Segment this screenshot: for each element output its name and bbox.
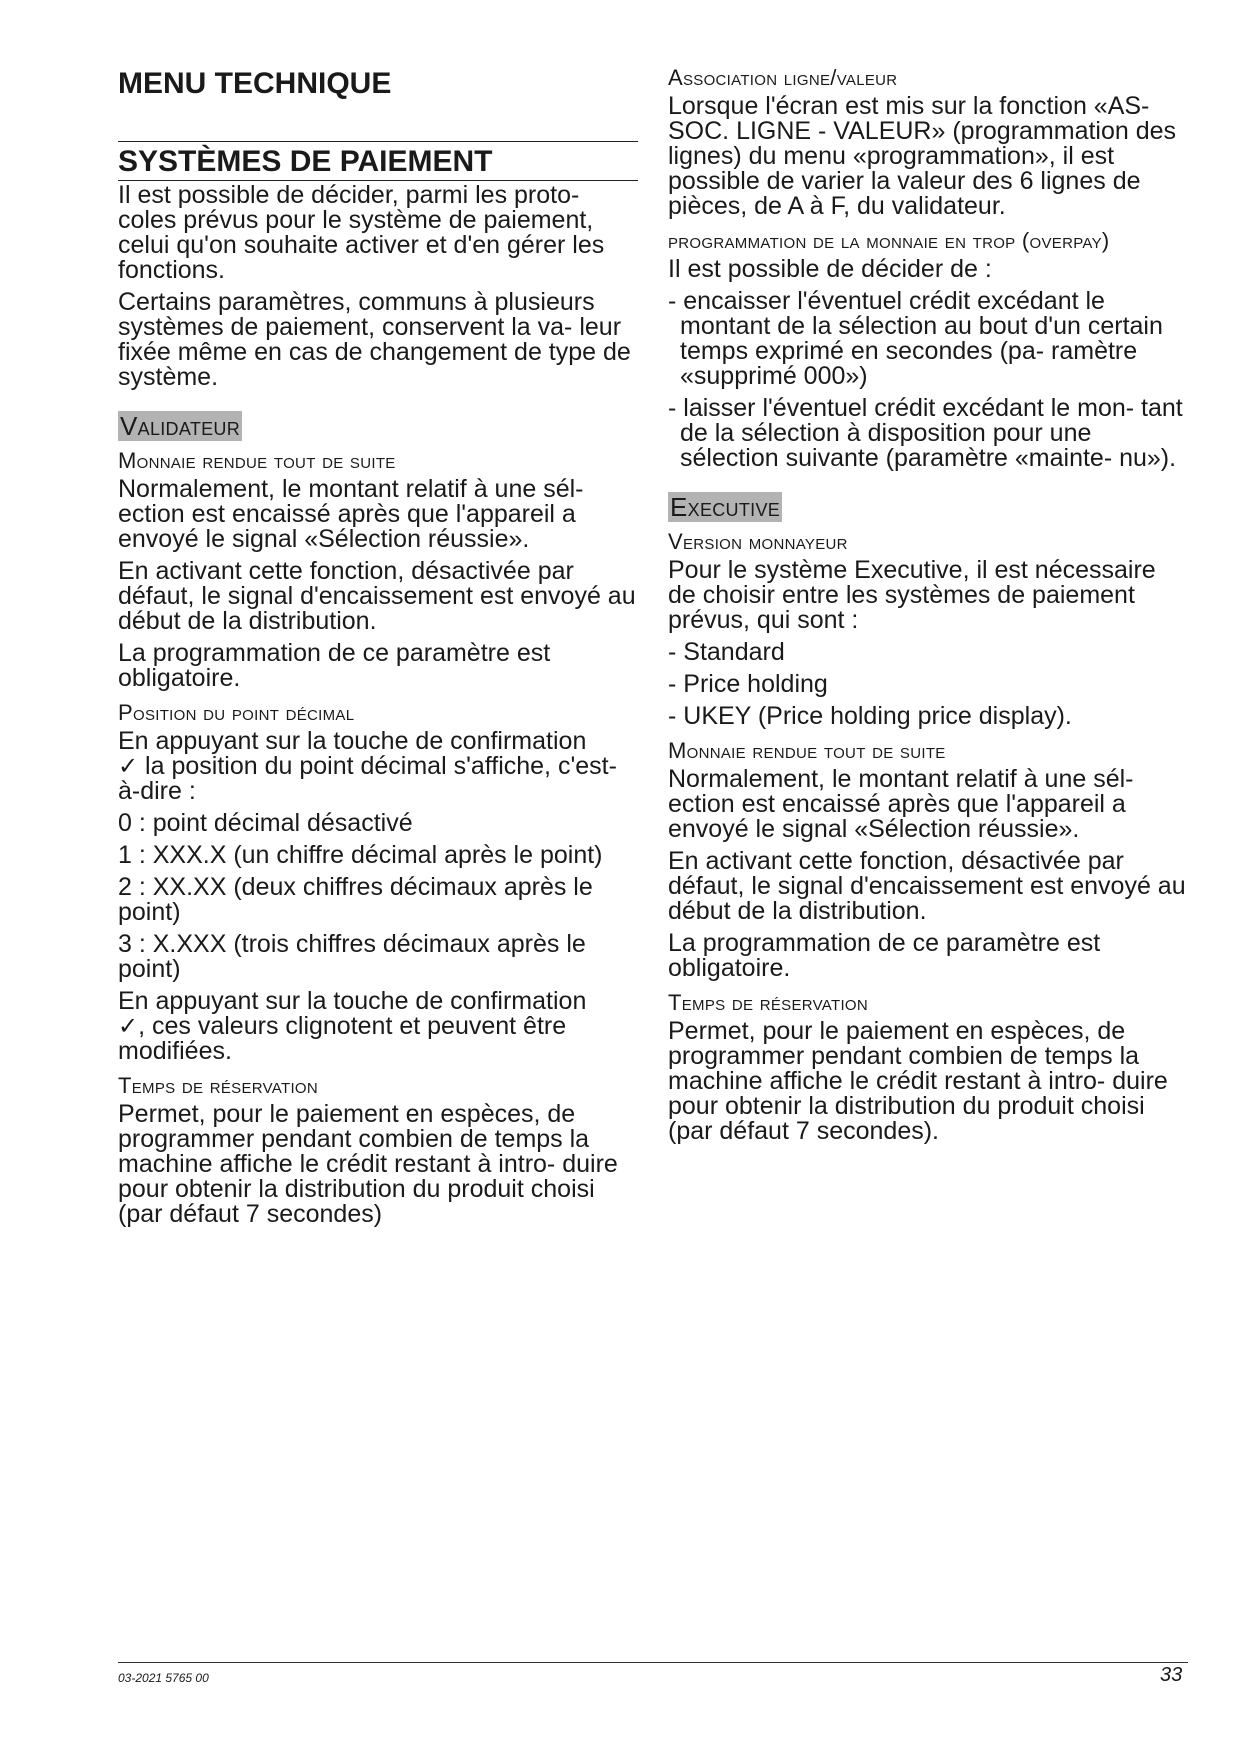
position-text-d: , ces valeurs clignotent et peuvent être modifiées. bbox=[118, 1012, 567, 1065]
association-paragraph: Lorsque l'écran est mis sur la fonction «AS- SOC. LIGNE - VALEUR» (programmation des lignes) du menu «programmation», il est possible de varier la valeur des 6 lignes de pièces, de A à F, du validateur. bbox=[668, 92, 1177, 220]
option-2: 2 : XX.XX (deux chiffres décimaux après le point) bbox=[118, 873, 593, 926]
option-3: 3 : X.XXX (trois chiffres décimaux après le point) bbox=[118, 930, 586, 983]
section-title: SYSTÈMES DE PAIEMENT bbox=[118, 141, 638, 181]
right-column bbox=[668, 66, 1190, 1151]
version-option-2: - Price holding bbox=[668, 670, 828, 698]
temps-reservation-heading: Temps de réservation bbox=[118, 1073, 319, 1098]
monnaie-paragraph-2: En activant cette fonction, désactivée par défaut, le signal d'encaissement est envoyé au début de la distribution. bbox=[118, 557, 636, 635]
position-text-b: la position du point décimal s'affiche, c'est-à-dire : bbox=[118, 752, 617, 805]
monnaie-paragraph-6: La programmation de ce paramètre est obligatoire. bbox=[668, 929, 1101, 982]
overpay-heading: programmation de la monnaie en trop (overpay) bbox=[668, 228, 1110, 253]
intro-paragraph-1: Il est possible de décider, parmi les proto- coles prévus pour le système de paiement, celui qu'on souhaite activer et d'en gérer les fonctions. bbox=[118, 181, 605, 284]
position-point-heading: Position du point décimal bbox=[118, 700, 355, 725]
page-number: 33 bbox=[1160, 1664, 1183, 1686]
version-paragraph: Pour le système Executive, il est nécessaire de choisir entre les systèmes de paiement prévus, qui sont : bbox=[668, 556, 1156, 634]
document-code: 03-2021 5765 00 bbox=[118, 1671, 209, 1685]
validateur-heading: Validateur bbox=[120, 411, 241, 441]
page-title: MENU TECHNIQUE bbox=[118, 67, 392, 100]
version-option-3: - UKEY (Price holding price display). bbox=[668, 702, 1072, 730]
association-heading: Association ligne/valeur bbox=[668, 65, 898, 90]
temps-paragraph: Permet, pour le paiement en espèces, de programmer pendant combien de temps la machine affiche le crédit restant à intro- duire pour obtenir la distribution du produit choisi (par défaut 7 secondes) bbox=[118, 1100, 618, 1228]
check-icon-2: ✓ bbox=[118, 1012, 139, 1040]
monnaie-rendue-heading-2: Monnaie rendue tout de suite bbox=[668, 738, 946, 763]
overpay-intro: Il est possible de décider de : bbox=[668, 255, 992, 283]
overpay-option-2: - laisser l'éventuel crédit excédant le mon- tant de la sélection à disposition pour une sélection suivante (paramètre «mainte- nu»). bbox=[668, 394, 1183, 472]
intro-paragraph-2: Certains paramètres, communs à plusieurs systèmes de paiement, conservent la va- leur fixée même en cas de changement de type de système. bbox=[118, 288, 631, 391]
position-text-c: En appuyant sur la touche de confirmation bbox=[118, 987, 587, 1015]
monnaie-rendue-heading: Monnaie rendue tout de suite bbox=[118, 448, 396, 473]
left-column bbox=[118, 66, 638, 1234]
check-icon: ✓ bbox=[118, 752, 139, 780]
monnaie-paragraph-5: En activant cette fonction, désactivée par défaut, le signal d'encaissement est envoyé au début de la distribution. bbox=[668, 847, 1186, 925]
footer-divider bbox=[118, 1662, 1188, 1663]
monnaie-paragraph-4: Normalement, le montant relatif à une sél- ection est encaissé après que l'appareil a envoyé le signal «Sélection réussie». bbox=[668, 765, 1134, 843]
version-monnayeur-heading: Version monnayeur bbox=[668, 529, 848, 554]
position-text-a: En appuyant sur la touche de confirmation bbox=[118, 727, 587, 755]
version-option-1: - Standard bbox=[668, 638, 785, 666]
option-1: 1 : XXX.X (un chiffre décimal après le point) bbox=[118, 841, 603, 869]
option-0: 0 : point décimal désactivé bbox=[118, 809, 413, 837]
position-paragraph-1 bbox=[118, 729, 638, 804]
monnaie-paragraph-1: Normalement, le montant relatif à une sél- ection est encaissé après que l'appareil a envoyé le signal «Sélection réussie». bbox=[118, 475, 584, 553]
temps-reservation-heading-2: Temps de réservation bbox=[668, 990, 869, 1015]
monnaie-paragraph-3: La programmation de ce paramètre est obligatoire. bbox=[118, 639, 551, 692]
overpay-option-1: - encaisser l'éventuel crédit excédant le montant de la sélection au bout d'un certain temps exprimé en secondes (pa- ramètre «supprimé 000») bbox=[668, 287, 1163, 390]
position-paragraph-2 bbox=[118, 989, 638, 1064]
temps-paragraph-2: Permet, pour le paiement en espèces, de programmer pendant combien de temps la machine affiche le crédit restant à intro- duire pour obtenir la distribution du produit choisi (par défaut 7 secondes). bbox=[668, 1017, 1168, 1145]
executive-heading: Executive bbox=[670, 492, 781, 522]
